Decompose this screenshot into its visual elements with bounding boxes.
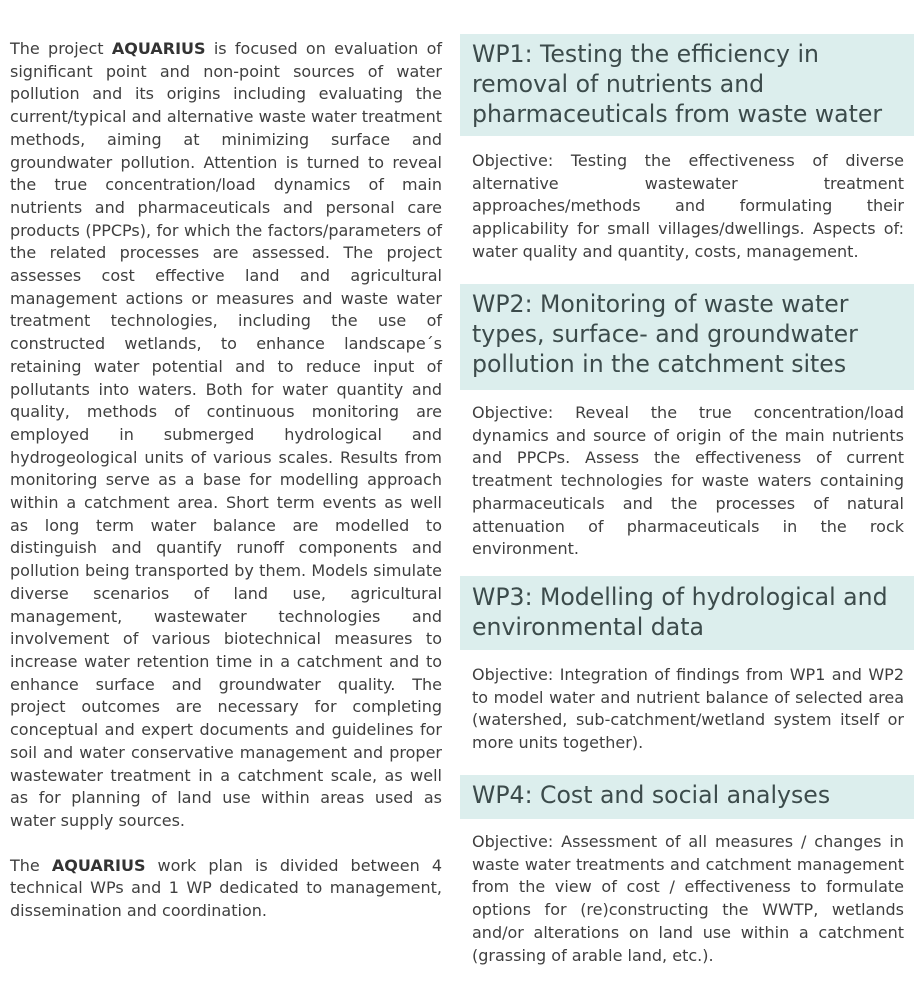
wp1-objective: Objective: Testing the effectiveness of diverse alternative wastewater treatment approaches/methods and formulating their applicability for small villages/dwellings. Aspects of: water quality and quantity, costs, management. [472, 151, 904, 261]
work-package-3 [460, 576, 914, 755]
intro-p1-prefix: The project [10, 39, 112, 58]
wp1-heading: WP1: Testing the efficiency in removal of nutrients and pharmaceuticals from waste water [460, 34, 914, 136]
wp2-objective: Objective: Reveal the true concentration/load dynamics and source of origin of the main nutrients and PPCPs. Assess the effectiveness of current treatment technologies for waste waters containing pharmaceuticals and the processes of natural attenuation of pharmaceuticals in the rock environment. [472, 403, 904, 559]
work-package-1 [460, 34, 914, 264]
intro-column [10, 38, 442, 923]
intro-p2-text: work plan is divided between 4 technical WPs and 1 WP dedicated to management, dissemination and coordination. [10, 855, 442, 921]
wp4-heading: WP4: Cost and social analyses [460, 775, 914, 819]
work-package-2 [460, 284, 914, 561]
wp3-objective: Objective: Integration of findings from WP1 and WP2 to model water and nutrient balance of selected area (watershed, sub-catchment/wetland system itself or more units together). [472, 665, 904, 753]
work-package-4 [460, 775, 914, 967]
project-name: AQUARIUS [51, 855, 146, 875]
wp2-heading: WP2: Monitoring of waste water types, surface- and groundwater pollution in the catchment sites [460, 284, 914, 390]
project-name: AQUARIUS [111, 39, 206, 58]
intro-p1-text: is focused on evaluation of significant point and non-point sources of water pollution and its origins including evaluating the current/typical and alternative waste water treatment methods, aiming at minimizing surface and groundwater pollution. Attention is turned to reveal the true concentration/load dynamics of main nutrients and pharmaceuticals and personal care products (PPCPs), for which the factors/parameters of the related processes are assessed. The project assesses cost effective land and agricultural management actions or measures and waste water treatment technologies, including the use of constructed wetlands, to enhance landscape´s retaining water potential and to reduce input of pollutants into waters. Both for water quantity and quality, methods of continuous monitoring are employed in submerged hydrological and hydrogeological units of various scales. Results from monitoring serve as a base for modelling approach within a catchment area. Short term events as well as long term water balance are modelled to distinguish and quantify runoff components and pollution being transported by them. Models simulate diverse scenarios of land use, agricultural management, wastewater technologies and involvement of various biotechnical measures to increase water retention time in a catchment and to enhance surface and groundwater quality. The project outcomes are necessary for completing conceptual and expert documents and guidelines for soil and water conservative management and proper wastewater treatment in a catchment scale, as well as for planning of land use within areas used as water supply sources. [10, 39, 442, 830]
intro-p2-prefix: The [10, 855, 52, 875]
wp4-objective: Objective: Assessment of all measures / changes in waste water treatments and catchment management from the view of cost / effectiveness to formulate options for (re)constructing the WWTP, wetlands and/or alterations on land use within a catchment (grassing of arable land, etc.). [472, 832, 904, 965]
wp3-heading: WP3: Modelling of hydrological and environmental data [460, 576, 914, 650]
intro-paragraph-2 [10, 855, 442, 923]
intro-paragraph-1 [10, 38, 442, 833]
